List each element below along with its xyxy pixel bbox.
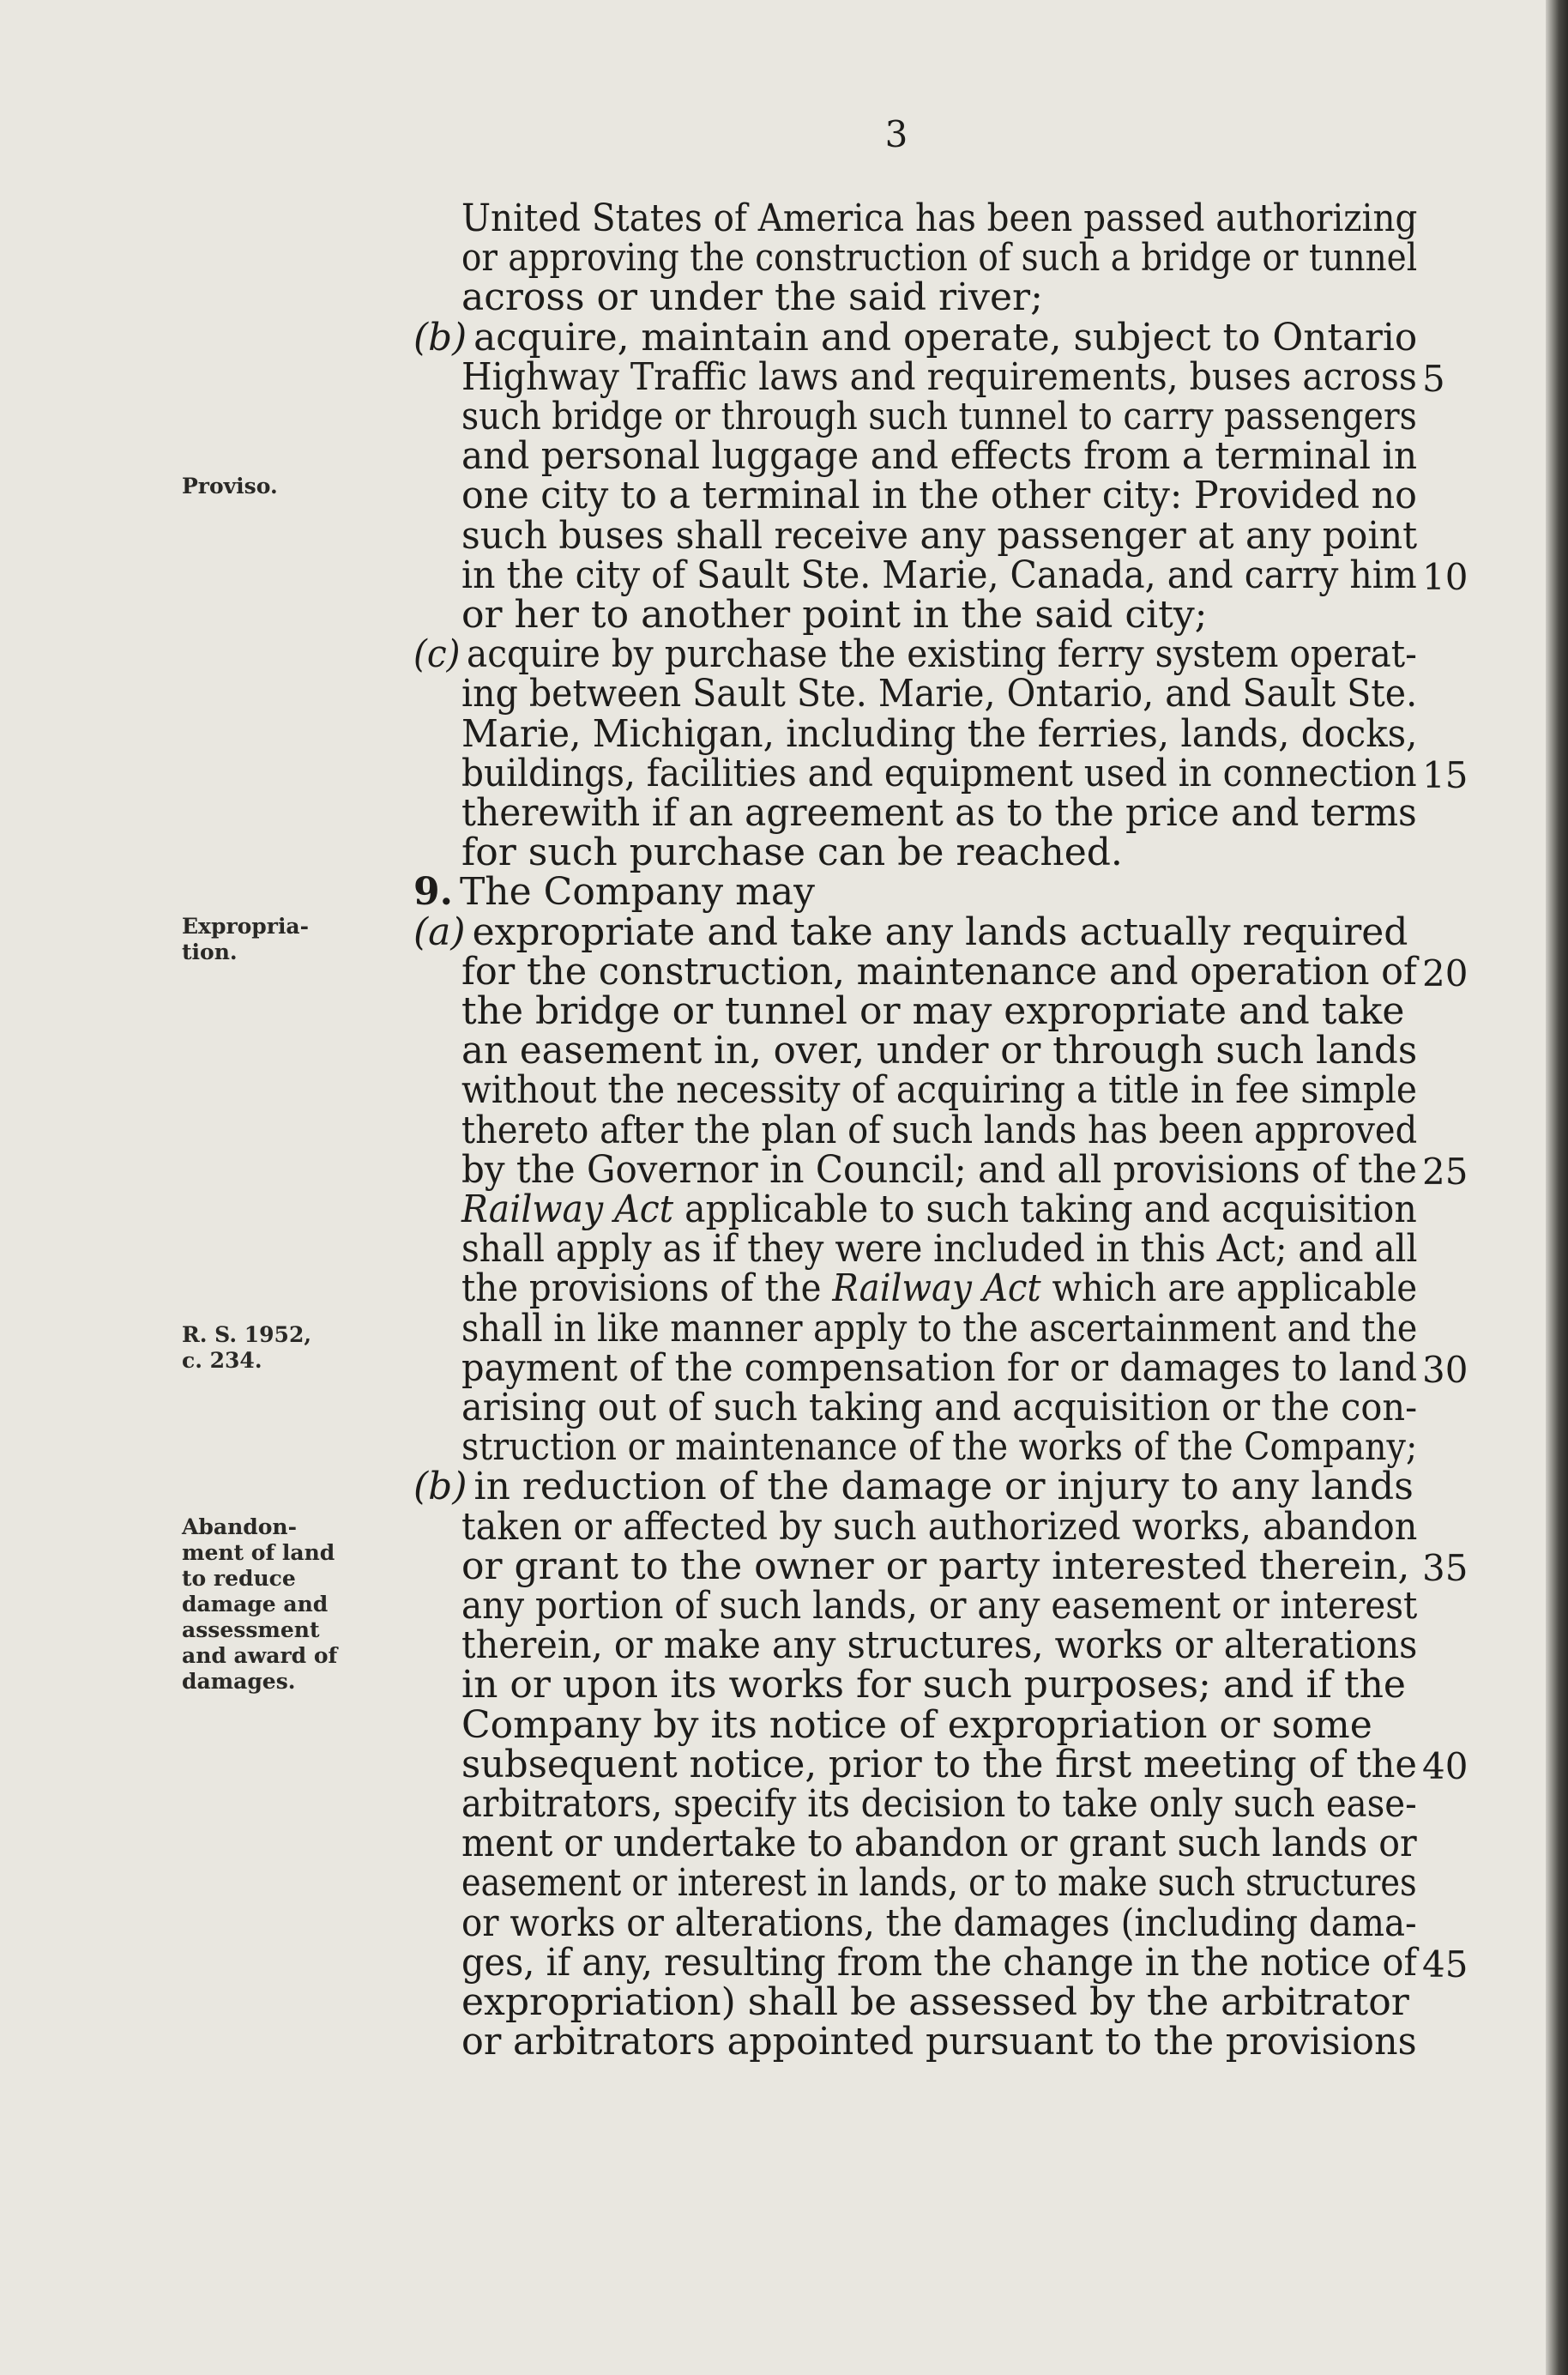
line-text: such buses shall receive any passenger at any point (461, 514, 1418, 558)
line-text: taken or affected by such authorized works, abandon (461, 1505, 1418, 1549)
text-line (461, 712, 1418, 756)
line-text: payment of the compensation for or damages to land (461, 1346, 1418, 1390)
clause-marker: (b) (413, 1465, 467, 1508)
text-line (461, 791, 1417, 835)
text-line (461, 1824, 1417, 1864)
text-line (461, 674, 1417, 714)
line-text: Highway Traffic laws and requirements, buses across (461, 355, 1417, 399)
text-line (461, 355, 1417, 399)
line-text: or approving the construction of such a bridge or tunnel (461, 236, 1418, 280)
text-line (461, 553, 1417, 597)
text-line (461, 275, 1043, 319)
line-text: subsequent notice, prior to the first meeting of the (461, 1743, 1418, 1786)
text-line (461, 1943, 1417, 1983)
text-line (461, 476, 1417, 516)
line-text: or her to another point in the said city; (461, 593, 1208, 637)
line-text: Company by its notice of expropriation or some (461, 1703, 1372, 1747)
text-line (461, 434, 1418, 478)
text-line (461, 1227, 1418, 1271)
line-text: in the city of Sault Ste. Marie, Canada, and carry him (461, 553, 1417, 597)
line-text: the bridge or tunnel or may expropriate and take (461, 989, 1405, 1033)
line-text: for the construction, maintenance and operation of (461, 950, 1417, 994)
text-line (461, 1782, 1417, 1826)
line-text: for such purchase can be reached. (461, 831, 1123, 874)
text-line (461, 1703, 1372, 1747)
line-text: therewith if an agreement as to the price and terms (461, 791, 1417, 835)
line-text: thereto after the plan of such lands has been approved (461, 1109, 1418, 1152)
page-edge (1546, 0, 1568, 2375)
text-line (461, 833, 1123, 873)
section-number: 9. (413, 870, 453, 914)
line-text: or works or alterations, the damages (including dama- (461, 1901, 1417, 1945)
line-text: acquire, maintain and operate, subject to Ontario (473, 316, 1418, 360)
line-text: applicable to such taking and acquisition (673, 1188, 1417, 1231)
text-line (461, 754, 1417, 794)
line-text: which are applicable (1040, 1266, 1418, 1310)
line-text: struction or maintenance of the works of the Company; (461, 1425, 1418, 1469)
text-line (461, 196, 1418, 240)
line-text: or arbitrators appointed pursuant to the provisions (461, 2020, 1417, 2064)
text-line (461, 1425, 1418, 1469)
line-text: therein, or make any structures, works or alterations (461, 1623, 1418, 1667)
act-title: Railway Act (461, 1188, 674, 1231)
line-text: in or upon its works for such purposes; and if the (461, 1663, 1406, 1707)
text-line (461, 1266, 1418, 1310)
text-line (461, 1388, 1417, 1428)
line-text: shall apply as if they were included in this Act; and all (461, 1227, 1418, 1271)
line-number: 30 (1422, 1349, 1468, 1391)
line-number: 35 (1422, 1547, 1468, 1589)
text-line (461, 397, 1417, 437)
line-text: or grant to the owner or party interested therein, (461, 1544, 1410, 1588)
text-line (461, 1031, 1417, 1071)
text-line (461, 1068, 1418, 1112)
text-line (461, 1544, 1410, 1588)
text-line (461, 1190, 1417, 1230)
line-text: buildings, facilities and equipment used in connection (461, 752, 1417, 795)
line-text: ment or undertake to abandon or grant such lands or (461, 1822, 1417, 1865)
line-number: 20 (1422, 952, 1468, 994)
line-text: expropriation) shall be assessed by the arbitrator (461, 1980, 1409, 2024)
text-line (413, 632, 1417, 676)
text-line (461, 1309, 1417, 1349)
line-text: an easement in, over, under or through such lands (461, 1029, 1418, 1073)
act-title: Railway Act (832, 1266, 1041, 1310)
line-number: 40 (1422, 1745, 1468, 1787)
line-number: 5 (1422, 358, 1445, 400)
clause-marker: (b) (413, 316, 467, 360)
text-line (461, 1861, 1417, 1905)
text-line (461, 1148, 1417, 1192)
text-line (461, 2022, 1417, 2062)
line-text: ing between Sault Ste. Marie, Ontario, and Sault Ste. (461, 672, 1418, 716)
text-line (461, 1505, 1418, 1549)
marginal-note: Abandon- ment of land to reduce damage and assessment and award of damages. (182, 1514, 338, 1694)
marginal-note: Proviso. (182, 474, 278, 499)
text-line (461, 952, 1417, 992)
text-line (461, 1901, 1417, 1945)
text-line (413, 1467, 1414, 1507)
line-text: arbitrators, specify its decision to take only such ease- (461, 1782, 1417, 1826)
line-text: acquire by purchase the existing ferry system operat- (466, 632, 1417, 676)
text-line (413, 318, 1417, 358)
clause-marker: (c) (413, 632, 461, 676)
line-text: and personal luggage and effects from a terminal in (461, 434, 1418, 478)
line-text: Marie, Michigan, including the ferries, lands, docks, (461, 712, 1418, 756)
line-text: without the necessity of acquiring a title in fee simple (461, 1068, 1418, 1112)
marginal-note: Expropria- tion. (182, 914, 310, 964)
line-number: 45 (1422, 1943, 1468, 1985)
text-line (461, 1980, 1409, 2024)
line-text: in reduction of the damage or injury to any lands (473, 1465, 1414, 1508)
line-text: arising out of such taking and acquisition or the con- (461, 1386, 1418, 1429)
text-line (461, 1665, 1406, 1705)
line-text: easement or interest in lands, or to make such structures (461, 1861, 1417, 1905)
line-text: across or under the said river; (461, 275, 1043, 319)
text-line (461, 1623, 1418, 1667)
text-line (461, 514, 1418, 558)
line-text: one city to a terminal in the other city: Provided no (461, 474, 1417, 517)
line-text: United States of America has been passed authorizing (461, 196, 1418, 240)
line-text: The Company may (459, 870, 815, 914)
page-number: 3 (884, 113, 908, 155)
line-number: 15 (1422, 754, 1468, 796)
clause-marker: (a) (413, 910, 466, 954)
text-line (461, 1346, 1418, 1390)
line-text: any portion of such lands, or any easement or interest (461, 1584, 1418, 1628)
line-text: the provisions of the (461, 1266, 833, 1310)
line-text: ges, if any, resulting from the change in the notice of (461, 1941, 1417, 1985)
line-text: by the Governor in Council; and all provisions of the (461, 1148, 1417, 1192)
marginal-note: R. S. 1952, c. 234. (182, 1322, 312, 1373)
text-line (461, 595, 1208, 635)
text-line (461, 1745, 1417, 1785)
line-text: such bridge or through such tunnel to carry passengers (461, 395, 1417, 438)
text-line (461, 989, 1405, 1033)
line-number: 25 (1422, 1151, 1468, 1193)
text-line (461, 1111, 1417, 1151)
text-line (413, 870, 815, 914)
line-text: shall in like manner apply to the ascertainment and the (461, 1307, 1418, 1351)
text-line (461, 236, 1418, 280)
text-line (461, 1586, 1417, 1626)
text-line (413, 910, 1408, 954)
line-text: expropriate and take any lands actually required (472, 910, 1408, 954)
line-number: 10 (1422, 556, 1468, 598)
